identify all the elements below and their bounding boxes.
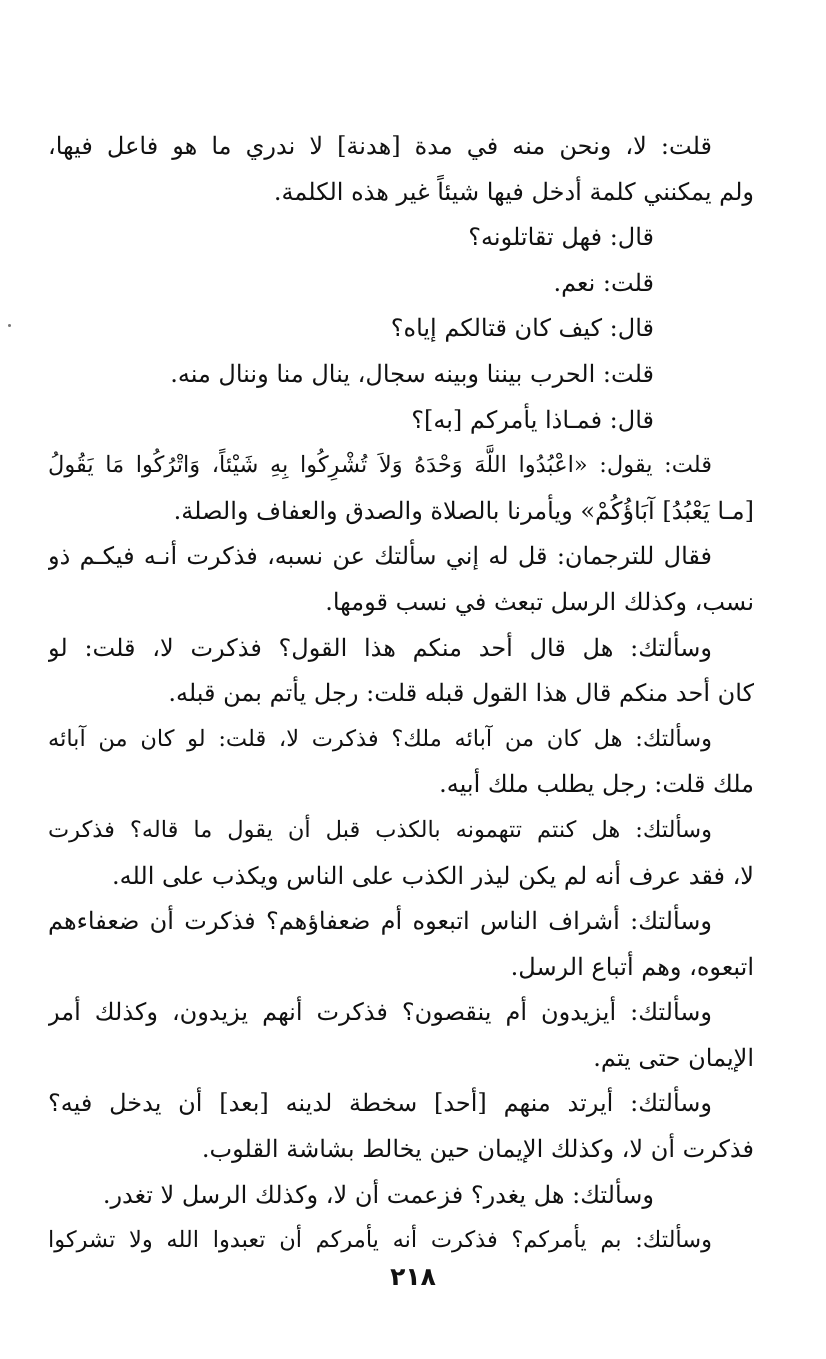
text-line: فقال للترجمان: قل له إني سألتك عن نسبه، فذكرت أنـه فيكـم ذو (48, 542, 712, 571)
text-line: لا، فقد عرف أنه لم يكن ليذر الكذب على الناس ويكذب على الله. (111, 861, 754, 890)
text-line: قلت: يقول: «اعْبُدُوا اللَّهَ وَحْدَهُ وَلاَ تُشْرِكُوا بِهِ شَيْئاً، وَاتْرُكُوا مَا يَقُولُ (48, 452, 712, 479)
text-line: قلت: نعم. (553, 268, 654, 297)
text-line: قال: فهل تقاتلونه؟ (468, 223, 654, 252)
text-line: وسألتك: هل قال أحد منكم هذا القول؟ فذكرت لا، قلت: لو (48, 633, 712, 662)
text-line: وسألتك: هل كان من آبائه ملك؟ فذكرت لا، قلت: لو كان من آبائه (48, 725, 712, 752)
page-number: ٢١٨ (390, 1262, 436, 1291)
text-line: قال: كيف كان قتالكم إياه؟ (390, 314, 654, 343)
body-text (48, 124, 754, 1264)
text-line: كان أحد منكم قال هذا القول قبله قلت: رجل يأتم بمن قبله. (168, 679, 754, 708)
text-line: فذكرت أن لا، وكذلك الإيمان حين يخالط بشاشة القلوب. (201, 1135, 754, 1164)
stray-dot (8, 324, 11, 327)
text-line: اتبعوه، وهم أتباع الرسل. (510, 952, 754, 981)
text-line: ولم يمكنني كلمة أدخل فيها شيئاً غير هذه الكلمة. (273, 177, 754, 206)
text-line: الإيمان حتى يتم. (593, 1043, 754, 1072)
text-line: وسألتك: أيزيدون أم ينقصون؟ فذكرت أنهم يزيدون، وكذلك أمر (48, 998, 712, 1027)
text-line: وسألتك: هل يغدر؟ فزعمت أن لا، وكذلك الرسل لا تغدر. (102, 1180, 654, 1209)
text-line: وسألتك: هل كنتم تتهمونه بالكذب قبل أن يقول ما قاله؟ فذكرت (48, 816, 712, 843)
text-line: قلت: الحرب بيننا وبينه سجال، ينال منا وننال منه. (170, 359, 654, 388)
text-line: وسألتك: أشراف الناس اتبعوه أم ضعفاؤهم؟ فذكرت أن ضعفاءهم (48, 907, 712, 936)
text-line: قلت: لا، ونحن منه في مدة [هدنة] لا ندري ما هو فاعل فيها، (48, 132, 712, 160)
text-line: وسألتك: أيرتد منهم [أحد] سخطة لدينه [بعد] أن يدخل فيه؟ (48, 1089, 712, 1118)
text-line: قال: فمـاذا يأمركم [به]؟ (411, 405, 654, 434)
text-line: ملك قلت: رجل يطلب ملك أبيه. (439, 770, 754, 799)
text-line: نسب، وكذلك الرسل تبعث في نسب قومها. (325, 587, 754, 616)
text-line: وسألتك: بم يأمركم؟ فذكرت أنه يأمركم أن تعبدوا الله ولا تشركوا (48, 1227, 712, 1254)
text-line: [مـا يَعْبُدُ] آبَاؤُكُمْ» ويأمرنا بالصلاة والصدق والعفاف والصلة. (173, 496, 754, 525)
